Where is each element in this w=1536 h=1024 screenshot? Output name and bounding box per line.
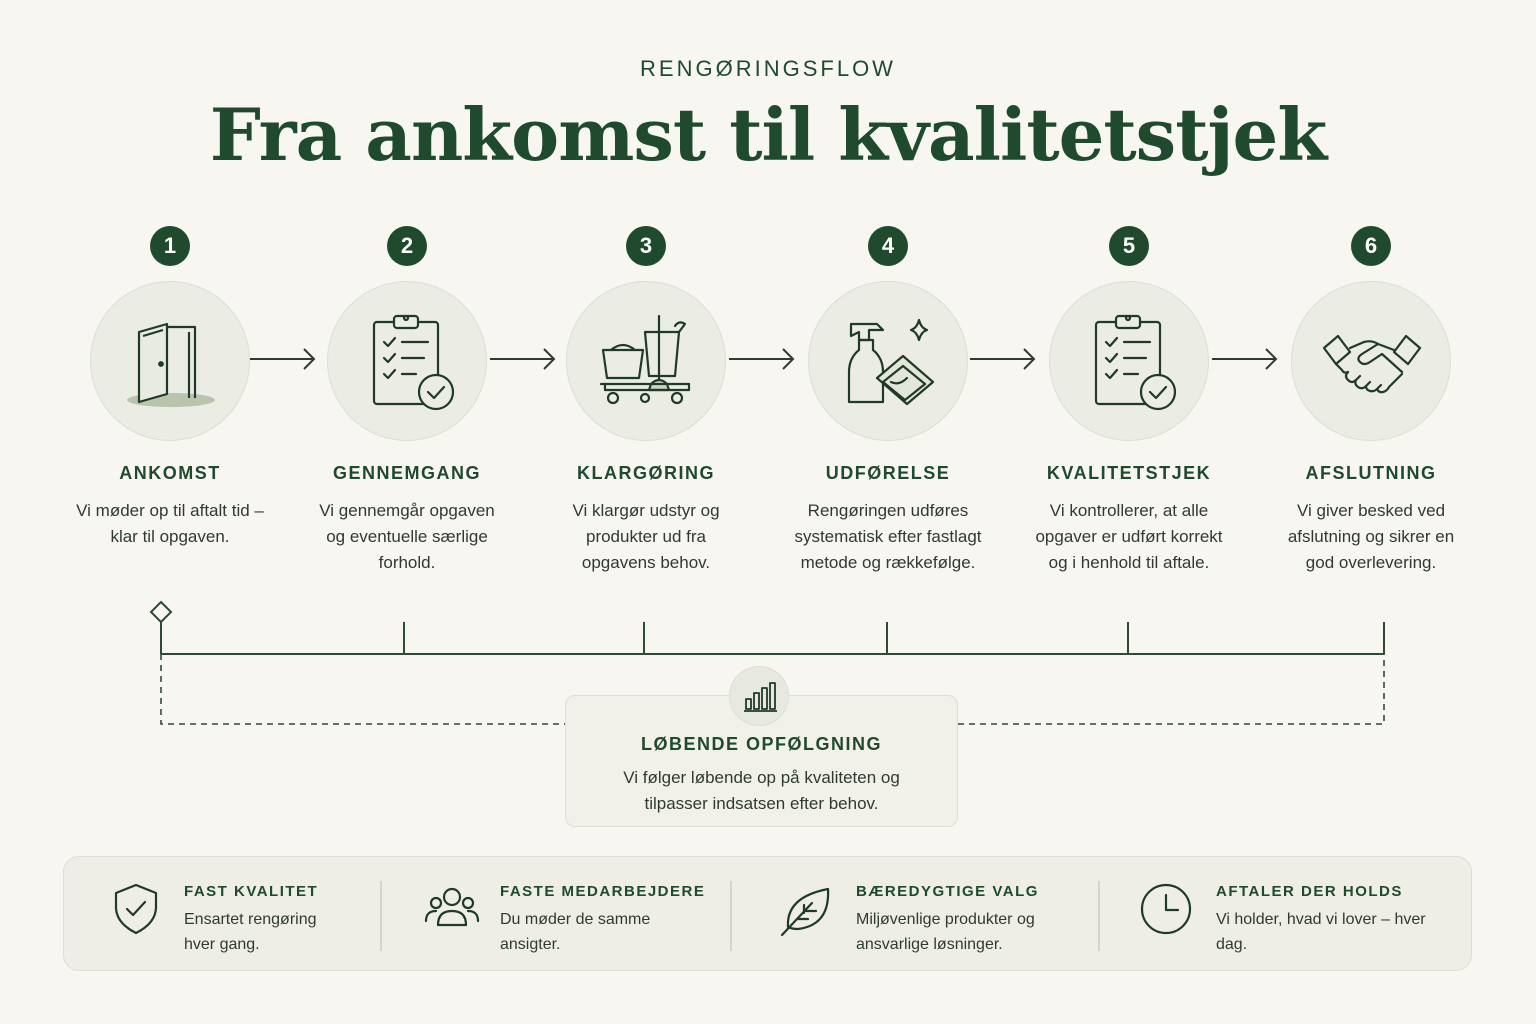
cleaning-cart-icon	[597, 312, 697, 412]
feature-title: FAST KVALITET	[184, 883, 319, 900]
feature-divider	[1098, 881, 1100, 951]
feature-divider	[380, 881, 382, 951]
step-icon-disc	[90, 281, 250, 441]
eyebrow-label: RENGØRINGSFLOW	[640, 56, 896, 81]
arrow-right-icon	[970, 344, 1038, 374]
arrow-right-icon	[1212, 344, 1280, 374]
feature-baeredygtige-valg	[774, 857, 1114, 972]
step-number: 4	[868, 226, 908, 266]
step-description: Rengøringen udføres systematisk efter fastlagt metode og rækkefølge.	[794, 501, 982, 572]
step-ankomst	[50, 226, 290, 550]
step-label: KLARGØRING	[577, 463, 715, 483]
step-label: GENNEMGANG	[332, 463, 481, 483]
feature-description: Vi holder, hvad vi lover – hver dag.	[1216, 911, 1426, 953]
feature-description: Du møder de samme ansigter.	[500, 911, 651, 953]
arrow-right-icon	[729, 344, 797, 374]
step-label: KVALITETSTJEK	[1046, 463, 1212, 483]
feature-title: BÆREDYGTIGE VALG	[856, 883, 1039, 900]
leaf-icon	[778, 881, 834, 937]
step-description: Vi møder op til aftalt tid – klar til opgaven.	[76, 501, 264, 546]
clock-icon	[1138, 881, 1194, 937]
step-icon-disc	[327, 281, 487, 441]
step-icon-disc	[1291, 281, 1451, 441]
step-icon-disc	[808, 281, 968, 441]
step-number: 3	[626, 226, 666, 266]
step-description: Vi gennemgår opgaven og eventuelle særlige forhold.	[319, 501, 495, 572]
handshake-icon	[1322, 312, 1422, 412]
step-gennemgang	[287, 226, 527, 576]
step-afslutning	[1251, 226, 1491, 576]
feature-divider	[730, 881, 732, 951]
door-icon	[121, 312, 221, 412]
step-description: Vi klargør udstyr og produkter ud fra opgavens behov.	[572, 501, 720, 572]
bar-chart-icon	[742, 679, 778, 715]
step-number: 6	[1351, 226, 1391, 266]
team-icon	[424, 881, 480, 937]
step-number: 1	[150, 226, 190, 266]
feature-faste-medarbejdere	[420, 857, 730, 972]
step-label: AFSLUTNING	[1305, 463, 1437, 483]
step-description: Vi kontrollerer, at alle opgaver er udført korrekt og i henhold til aftale.	[1035, 501, 1223, 572]
spray-bottle-icon	[839, 312, 939, 412]
step-icon-disc	[1049, 281, 1209, 441]
step-label: UDFØRELSE	[825, 463, 951, 483]
step-udfoerelse	[768, 226, 1008, 576]
feature-aftaler-der-holds	[1134, 857, 1444, 972]
step-icon-disc	[566, 281, 726, 441]
step-kvalitetstjek	[1009, 226, 1249, 576]
feature-title: FASTE MEDARBEJDERE	[500, 883, 706, 900]
step-klargoering	[526, 226, 766, 576]
arrow-right-icon	[250, 344, 318, 374]
followup-description: Vi følger løbende op på kvaliteten og tilpasser indsatsen efter behov.	[623, 768, 900, 813]
page-title: Fra ankomst til kvalitetstjek	[209, 92, 1327, 177]
clipboard-check-icon	[1080, 312, 1180, 412]
clipboard-check-icon	[358, 312, 458, 412]
arrow-right-icon	[490, 344, 558, 374]
shield-check-icon	[108, 881, 164, 937]
timeline-start-marker	[151, 602, 171, 622]
feature-description: Miljøvenlige produkter og ansvarlige løsninger.	[856, 911, 1035, 953]
features-bar	[63, 856, 1472, 971]
feature-title: AFTALER DER HOLDS	[1216, 883, 1403, 900]
step-label: ANKOMST	[119, 463, 221, 483]
feature-description: Ensartet rengøring hver gang.	[184, 911, 317, 953]
step-description: Vi giver besked ved afslutning og sikrer en god overlevering.	[1287, 501, 1455, 572]
step-number: 5	[1109, 226, 1149, 266]
followup-icon-disc	[729, 666, 789, 726]
step-number: 2	[387, 226, 427, 266]
followup-title: LØBENDE OPFØLGNING	[640, 734, 882, 754]
feature-fast-kvalitet	[104, 857, 384, 972]
